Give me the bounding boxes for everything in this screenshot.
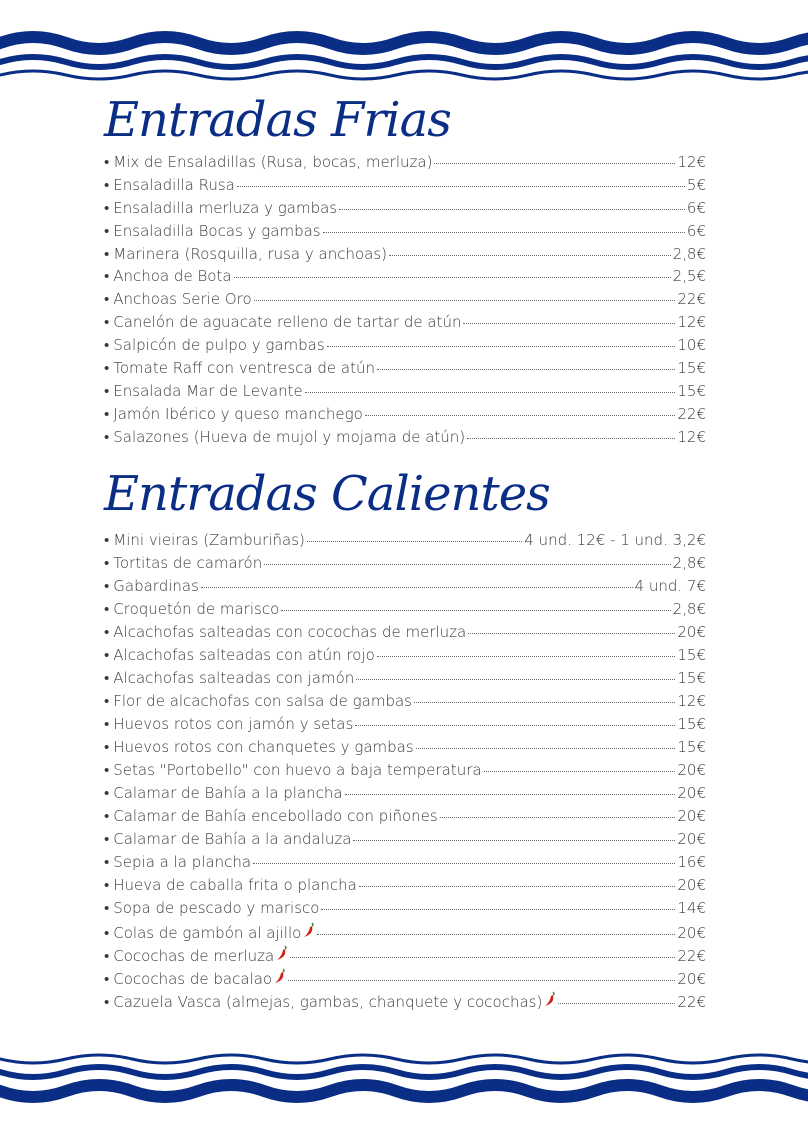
menu-item [104,336,706,359]
dot-leader [345,794,676,795]
item-name: Calamar de Bahía a la plancha [113,784,343,802]
item-price: 4 und. 12€ - 1 und. 3,2€ [524,531,706,549]
item-name: Cazuela Vasca (almejas, gambas, chanquete y cocochas) [113,993,543,1011]
dot-leader [414,702,675,703]
item-price: 10€ [677,336,706,355]
item-price: 2,8€ [672,554,706,572]
menu-item [104,945,706,968]
item-price: 15€ [677,669,706,687]
item-name: Cocochas de bacalao [113,970,273,988]
item-price: 12€ [677,313,706,332]
dot-leader [327,346,676,347]
bullet: • [104,830,110,848]
item-price: 20€ [677,970,706,988]
menu-item [104,405,706,428]
item-name: Huevos rotos con jamón y setas [113,715,354,733]
item-name: Huevos rotos con chanquetes y gambas [113,738,414,756]
chili-pepper-icon [274,968,286,984]
item-name: Marinera (Rosquilla, rusa y anchoas) [113,244,388,263]
bullet: • [104,404,110,423]
dot-leader [264,564,670,565]
item-price: 2,5€ [672,267,706,286]
menu-item [104,715,706,738]
bullet: • [104,623,110,641]
menu-item [104,600,706,623]
menu-list-entradas-frias [104,153,706,451]
item-name: Gabardinas [113,577,199,595]
item-price: 12€ [677,153,706,171]
bullet: • [104,359,110,378]
menu-item [104,267,706,290]
item-price: 15€ [677,738,706,756]
item-price: 20€ [677,876,706,894]
item-name: Calamar de Bahía a la andaluza [113,830,352,848]
item-price: 20€ [677,830,706,848]
item-price: 2,8€ [672,600,706,618]
item-name: Alcachofas salteadas con atún rojo [113,646,375,664]
menu-item [104,991,706,1014]
item-price: 6€ [686,198,706,217]
bullet: • [104,175,110,194]
item-price: 12€ [677,427,706,446]
dot-leader [355,725,675,726]
menu-item [104,531,706,554]
item-price: 20€ [677,784,706,802]
item-name: Salpicón de pulpo y gambas [113,336,325,355]
dot-leader [317,934,675,935]
menu-item [104,554,706,577]
menu-item [104,899,706,922]
section-title-entradas-frias: Entradas Frias [104,92,451,148]
dot-leader [290,957,675,958]
dot-leader [440,817,676,818]
item-price: 14€ [677,899,706,917]
item-name: Anchoas Serie Oro [113,290,252,309]
dot-leader [353,840,675,841]
dot-leader [389,255,671,256]
bullet: • [104,715,110,733]
wave-line [0,37,808,49]
dot-leader [237,186,685,187]
item-price: 20€ [677,623,706,641]
item-name: Ensaladilla Bocas y gambas [113,221,321,240]
dot-leader [377,656,676,657]
dot-leader [463,323,675,324]
bullet: • [104,669,110,687]
bullet: • [104,853,110,871]
dot-leader [288,980,675,981]
bullet: • [104,807,110,825]
menu-item [104,290,706,313]
bullet: • [104,646,110,664]
bullet: • [104,381,110,400]
bullet: • [104,577,110,595]
item-name: Ensalada Mar de Levante [113,381,303,400]
item-name: Croquetón de marisco [113,600,280,618]
dot-leader [339,209,685,210]
bullet: • [104,899,110,917]
menu-item [104,669,706,692]
item-name: Ensaladilla merluza y gambas [113,198,338,217]
item-name: Sopa de pescado y marisco [113,899,320,917]
item-price: 12€ [677,692,706,710]
chili-pepper-icon [544,991,556,1007]
item-name: Anchoa de Bota [113,267,232,286]
bullet: • [104,876,110,894]
menu-item [104,245,706,268]
item-price: 15€ [677,646,706,664]
menu-item [104,807,706,830]
item-price: 20€ [677,924,706,942]
bullet: • [104,267,110,286]
item-price: 15€ [677,381,706,400]
menu-item [104,153,706,176]
item-price: 15€ [677,359,706,378]
item-price: 4 und. 7€ [634,577,706,595]
item-price: 2,8€ [672,244,706,263]
wave-line [0,1055,808,1063]
item-name: Mix de Ensaladillas (Rusa, bocas, merluza) [113,153,433,171]
menu-item [104,876,706,899]
bullet: • [104,761,110,779]
bullet: • [104,153,110,171]
menu-item [104,199,706,222]
menu-item [104,853,706,876]
bullet: • [104,692,110,710]
bullet: • [104,970,110,988]
item-name: Cocochas de merluza [113,947,275,965]
dot-leader [416,748,676,749]
item-price: 15€ [677,715,706,733]
item-name: Alcachofas salteadas con cocochas de merluza [113,623,467,641]
bullet: • [104,427,110,446]
dot-leader [281,610,670,611]
bullet: • [104,554,110,572]
item-name: Tortitas de camarón [113,554,263,572]
bullet: • [104,600,110,618]
menu-item [104,313,706,336]
dot-leader [254,300,676,301]
item-price: 22€ [677,290,706,309]
menu-item [104,222,706,245]
dot-leader [434,163,675,164]
menu-item [104,646,706,669]
wave-line [0,57,808,67]
dot-leader [201,587,633,588]
wave-border-bottom [0,1050,808,1110]
menu-item [104,382,706,405]
item-name: Mini vieiras (Zamburiñas) [113,531,305,549]
menu-item [104,738,706,761]
dot-leader [365,415,676,416]
item-name: Calamar de Bahía encebollado con piñones [113,807,438,825]
item-price: 22€ [677,947,706,965]
item-name: Sepia a la plancha [113,853,252,871]
menu-item [104,623,706,646]
item-price: 22€ [677,404,706,423]
dot-leader [558,1003,675,1004]
dot-leader [377,369,675,370]
item-name: Canelón de aguacate relleno de tartar de atún [113,313,462,332]
item-name: Salazones (Hueva de mujol y mojama de atún) [113,427,466,446]
item-price: 5€ [686,175,706,194]
menu-item [104,761,706,784]
menu-item [104,830,706,853]
item-name: Tomate Raff con ventresca de atún [113,359,376,378]
wave-line [0,1067,808,1077]
chili-pepper-icon [303,922,315,938]
bullet: • [104,244,110,263]
item-price: 20€ [677,807,706,825]
menu-item [104,359,706,382]
menu-item [104,968,706,991]
dot-leader [356,679,675,680]
bullet: • [104,738,110,756]
menu-item [104,428,706,451]
item-name: Hueva de caballa frita o plancha [113,876,357,894]
bullet: • [104,924,110,942]
wave-border-top [0,24,808,84]
item-name: Colas de gambón al ajillo [113,924,302,942]
dot-leader [484,771,676,772]
dot-leader [468,633,675,634]
item-name: Alcachofas salteadas con jamón [113,669,355,687]
menu-item [104,692,706,715]
dot-leader [467,438,675,439]
item-name: Setas "Portobello" con huevo a baja temperatura [113,761,482,779]
wave-line [0,1085,808,1097]
bullet: • [104,336,110,355]
dot-leader [359,886,676,887]
bullet: • [104,993,110,1011]
bullet: • [104,290,110,309]
dot-leader [253,863,675,864]
dot-leader [307,541,522,542]
bullet: • [104,947,110,965]
dot-leader [305,392,676,393]
item-price: 6€ [686,221,706,240]
bullet: • [104,313,110,332]
item-price: 22€ [677,993,706,1011]
bullet: • [104,198,110,217]
item-name: Flor de alcachofas con salsa de gambas [113,692,412,710]
wave-line [0,71,808,79]
section-title-entradas-calientes: Entradas Calientes [104,466,550,522]
menu-item [104,176,706,199]
menu-list-entradas-calientes [104,531,706,1014]
item-price: 20€ [677,761,706,779]
dot-leader [323,232,685,233]
item-name: Jamón Ibérico y queso manchego [113,404,363,423]
bullet: • [104,784,110,802]
item-name: Ensaladilla Rusa [113,175,235,194]
dot-leader [234,277,671,278]
item-price: 16€ [677,853,706,871]
menu-item [104,784,706,807]
dot-leader [321,909,675,910]
menu-item [104,922,706,945]
chili-pepper-icon [276,945,288,961]
menu-item [104,577,706,600]
bullet: • [104,531,110,549]
bullet: • [104,221,110,240]
